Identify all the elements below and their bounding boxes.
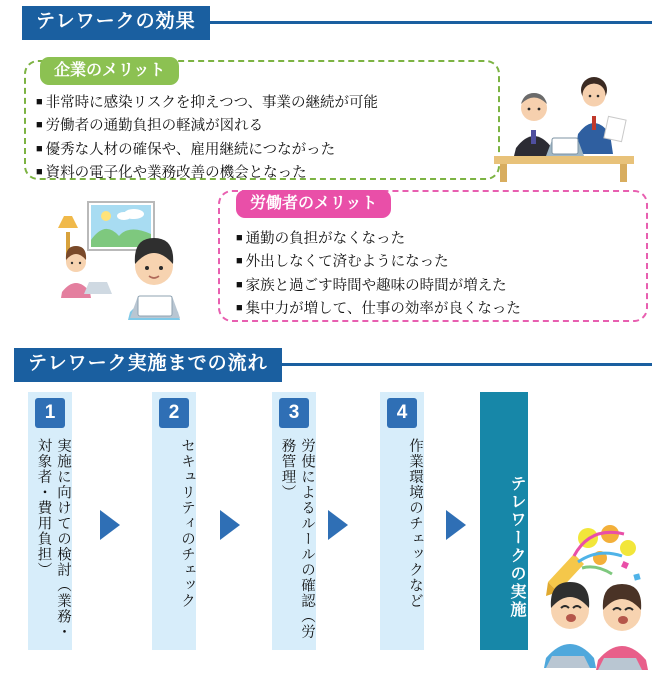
section-header-flow (14, 348, 652, 382)
bullet-icon: ■ (236, 302, 243, 315)
flow-arrow-icon (446, 510, 466, 540)
flow-arrow-icon (100, 510, 120, 540)
list-item (236, 228, 636, 251)
home-telework-illustration (50, 192, 210, 322)
list-item (236, 275, 636, 298)
step-number-badge (272, 398, 316, 428)
list-item (36, 162, 476, 185)
list-item-text: 家族と過ごす時間や趣味の時間が増えた (245, 277, 507, 294)
list-item (36, 115, 476, 138)
bullet-icon: ■ (236, 232, 243, 244)
bullet-icon: ■ (36, 166, 43, 179)
bullet-icon: ■ (36, 96, 43, 108)
company-merits-label: 企業のメリット (40, 57, 179, 85)
list-item-text: 集中力が増して、仕事の効率が良くなった (245, 301, 521, 318)
flow-arrow-icon (220, 510, 240, 540)
step-number: 3 (279, 398, 309, 428)
step-text: 作業環境のチェックなど (407, 438, 423, 609)
step-number: 1 (35, 398, 65, 428)
step-number-badge (152, 398, 196, 428)
step-number: 2 (159, 398, 189, 428)
list-item (36, 92, 476, 115)
list-item-text: 通勤の負担がなくなった (245, 231, 406, 247)
flow-step-3 (272, 392, 316, 650)
flow-final-text: テレワークの実施 (508, 475, 525, 619)
step-number-badge (28, 398, 72, 428)
header-rule (282, 363, 652, 366)
worker-merits-label: 労働者のメリット (236, 190, 391, 218)
header-rule (210, 21, 652, 24)
step-text: セキュリティのチェック (179, 438, 195, 609)
list-item (36, 139, 476, 162)
celebration-workers-illustration (530, 512, 660, 674)
section-title-flow: テレワーク実施までの流れ (14, 348, 282, 382)
section-header-effects (22, 6, 652, 40)
flow-step-1 (28, 392, 72, 650)
flow-step-2 (152, 392, 196, 650)
list-item (236, 251, 636, 274)
company-merits-list (36, 92, 476, 186)
bullet-icon: ■ (236, 278, 243, 291)
list-item (236, 298, 636, 321)
bullet-icon: ■ (236, 255, 243, 268)
list-item-text: 労働者の通勤負担の軽減が図れる (45, 118, 264, 135)
flow-step-4 (380, 392, 424, 650)
step-number: 4 (387, 398, 417, 428)
list-item-text: 優秀な人材の確保や、雇用継続につながった (45, 141, 336, 158)
office-workers-illustration (486, 72, 646, 184)
worker-merits-list (236, 228, 636, 322)
bullet-icon: ■ (36, 119, 43, 132)
step-number-badge (380, 398, 424, 428)
bullet-icon: ■ (36, 142, 43, 155)
list-item-text: 外出しなくて済むようになった (245, 254, 449, 271)
step-text: 実施に向けての検討（業務・対象者・費用負担） (35, 438, 71, 640)
section-title-effects: テレワークの効果 (22, 6, 210, 40)
list-item-text: 非常時に感染リスクを抑えつつ、事業の継続が可能 (45, 95, 378, 111)
flow-final-step (480, 392, 528, 650)
step-text: 労使によるルールの確認（労務管理） (279, 438, 315, 640)
list-item-text: 資料の電子化や業務改善の機会となった (45, 165, 307, 182)
flow-arrow-icon (328, 510, 348, 540)
